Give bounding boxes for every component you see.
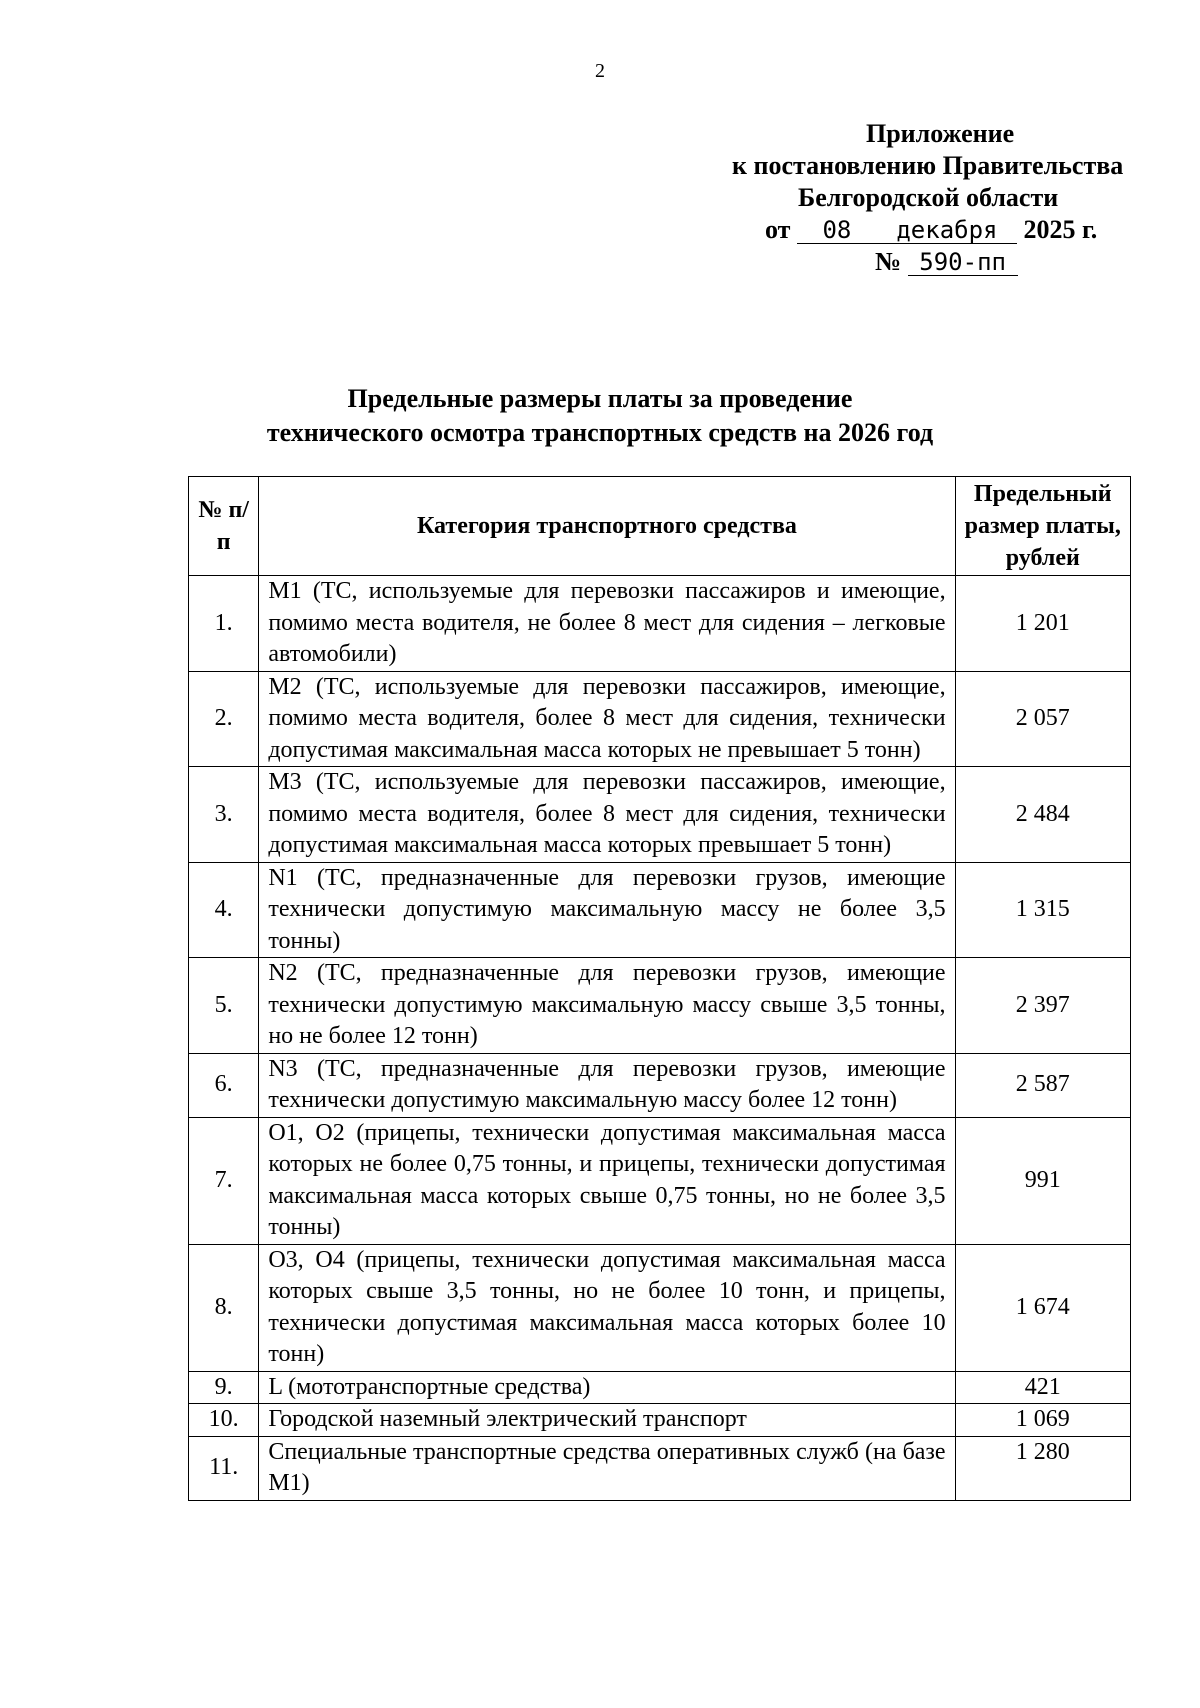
row-fee: 1 674 (955, 1244, 1130, 1371)
row-num: 3. (189, 767, 259, 863)
row-fee: 1 280 (955, 1436, 1130, 1500)
table-row (189, 1404, 1131, 1437)
fee-table (188, 476, 1131, 1501)
row-num: 7. (189, 1117, 259, 1244)
row-fee: 2 587 (955, 1053, 1130, 1117)
row-category: O1, O2 (прицепы, технически допустимая максимальная масса которых не более 0,75 тонны, и прицепы, технически допустимая максимальная масса которых свыше 0,75 тонны, но не более 3,5 тонны) (259, 1117, 955, 1244)
table-row (189, 767, 1131, 863)
row-num: 5. (189, 958, 259, 1054)
row-category: L (мототранспортные средства) (259, 1371, 955, 1404)
appendix-header (700, 118, 1200, 278)
row-num: 2. (189, 671, 259, 767)
row-num: 9. (189, 1371, 259, 1404)
row-category: O3, O4 (прицепы, технически допустимая максимальная масса которых свыше 3,5 тонны, но не более 10 тонн, и прицепы, технически допустимая максимальная масса которых более 10 тонн) (259, 1244, 955, 1371)
row-num: 6. (189, 1053, 259, 1117)
table-row (189, 958, 1131, 1054)
appendix-title: Приложение (866, 119, 1015, 148)
table-row (189, 1371, 1131, 1404)
row-category: Городской наземный электрический транспорт (259, 1404, 955, 1437)
row-num: 11. (189, 1436, 259, 1500)
row-num: 8. (189, 1244, 259, 1371)
row-category: N1 (ТС, предназначенные для перевозки грузов, имеющие технически допустимую максимальную массу не более 3,5 тонны) (259, 862, 955, 958)
header-fee: Предельный размер платы, рублей (955, 477, 1130, 576)
row-fee: 2 397 (955, 958, 1130, 1054)
date-month: декабря (877, 217, 1017, 244)
title-line-1: Предельные размеры платы за проведение (347, 384, 853, 413)
row-category: N2 (ТС, предназначенные для перевозки грузов, имеющие технически допустимую максимальную массу свыше 3,5 тонны, но не более 12 тонн) (259, 958, 955, 1054)
header-num: № п/п (189, 477, 259, 576)
title-line-2: технического осмотра транспортных средств на 2026 год (266, 418, 934, 447)
date-prefix: от (765, 215, 791, 244)
table-row (189, 671, 1131, 767)
date-day: 08 (797, 217, 877, 244)
appendix-number-line (700, 246, 1200, 278)
row-fee: 2 484 (955, 767, 1130, 863)
date-year: 2025 г. (1023, 215, 1098, 244)
table-header-row (189, 477, 1131, 576)
table-row (189, 1053, 1131, 1117)
document-title (0, 382, 1200, 450)
row-fee: 1 201 (955, 576, 1130, 672)
appendix-reference: к постановлению Правительства (732, 151, 1124, 180)
row-category: M2 (ТС, используемые для перевозки пассажиров, имеющие, помимо места водителя, более 8 мест для сидения, технически допустимая максимальная масса которых не превышает 5 тонн) (259, 671, 955, 767)
row-num: 4. (189, 862, 259, 958)
page-number: 2 (595, 60, 605, 82)
header-category: Категория транспортного средства (259, 477, 955, 576)
row-category: Специальные транспортные средства оперативных служб (на базе M1) (259, 1436, 955, 1500)
appendix-region: Белгородской области (798, 183, 1059, 212)
row-num: 1. (189, 576, 259, 672)
row-category: N3 (ТС, предназначенные для перевозки грузов, имеющие технически допустимую максимальную массу более 12 тонн) (259, 1053, 955, 1117)
row-num: 10. (189, 1404, 259, 1437)
table-row (189, 576, 1131, 672)
row-fee: 421 (955, 1371, 1130, 1404)
row-fee: 2 057 (955, 671, 1130, 767)
table-row (189, 1117, 1131, 1244)
number-prefix: № (875, 247, 902, 276)
row-fee: 1 069 (955, 1404, 1130, 1437)
row-fee: 1 315 (955, 862, 1130, 958)
row-fee: 991 (955, 1117, 1130, 1244)
row-category: M1 (ТС, используемые для перевозки пассажиров и имеющие, помимо места водителя, не более 8 мест для сидения – легковые автомобили) (259, 576, 955, 672)
table-row (189, 1244, 1131, 1371)
row-category: M3 (ТС, используемые для перевозки пассажиров, имеющие, помимо места водителя, более 8 мест для сидения, технически допустимая максимальная масса которых превышает 5 тонн) (259, 767, 955, 863)
document-number: 590-пп (908, 249, 1018, 276)
appendix-date-line (700, 214, 1200, 246)
table-row (189, 862, 1131, 958)
table-row (189, 1436, 1131, 1500)
